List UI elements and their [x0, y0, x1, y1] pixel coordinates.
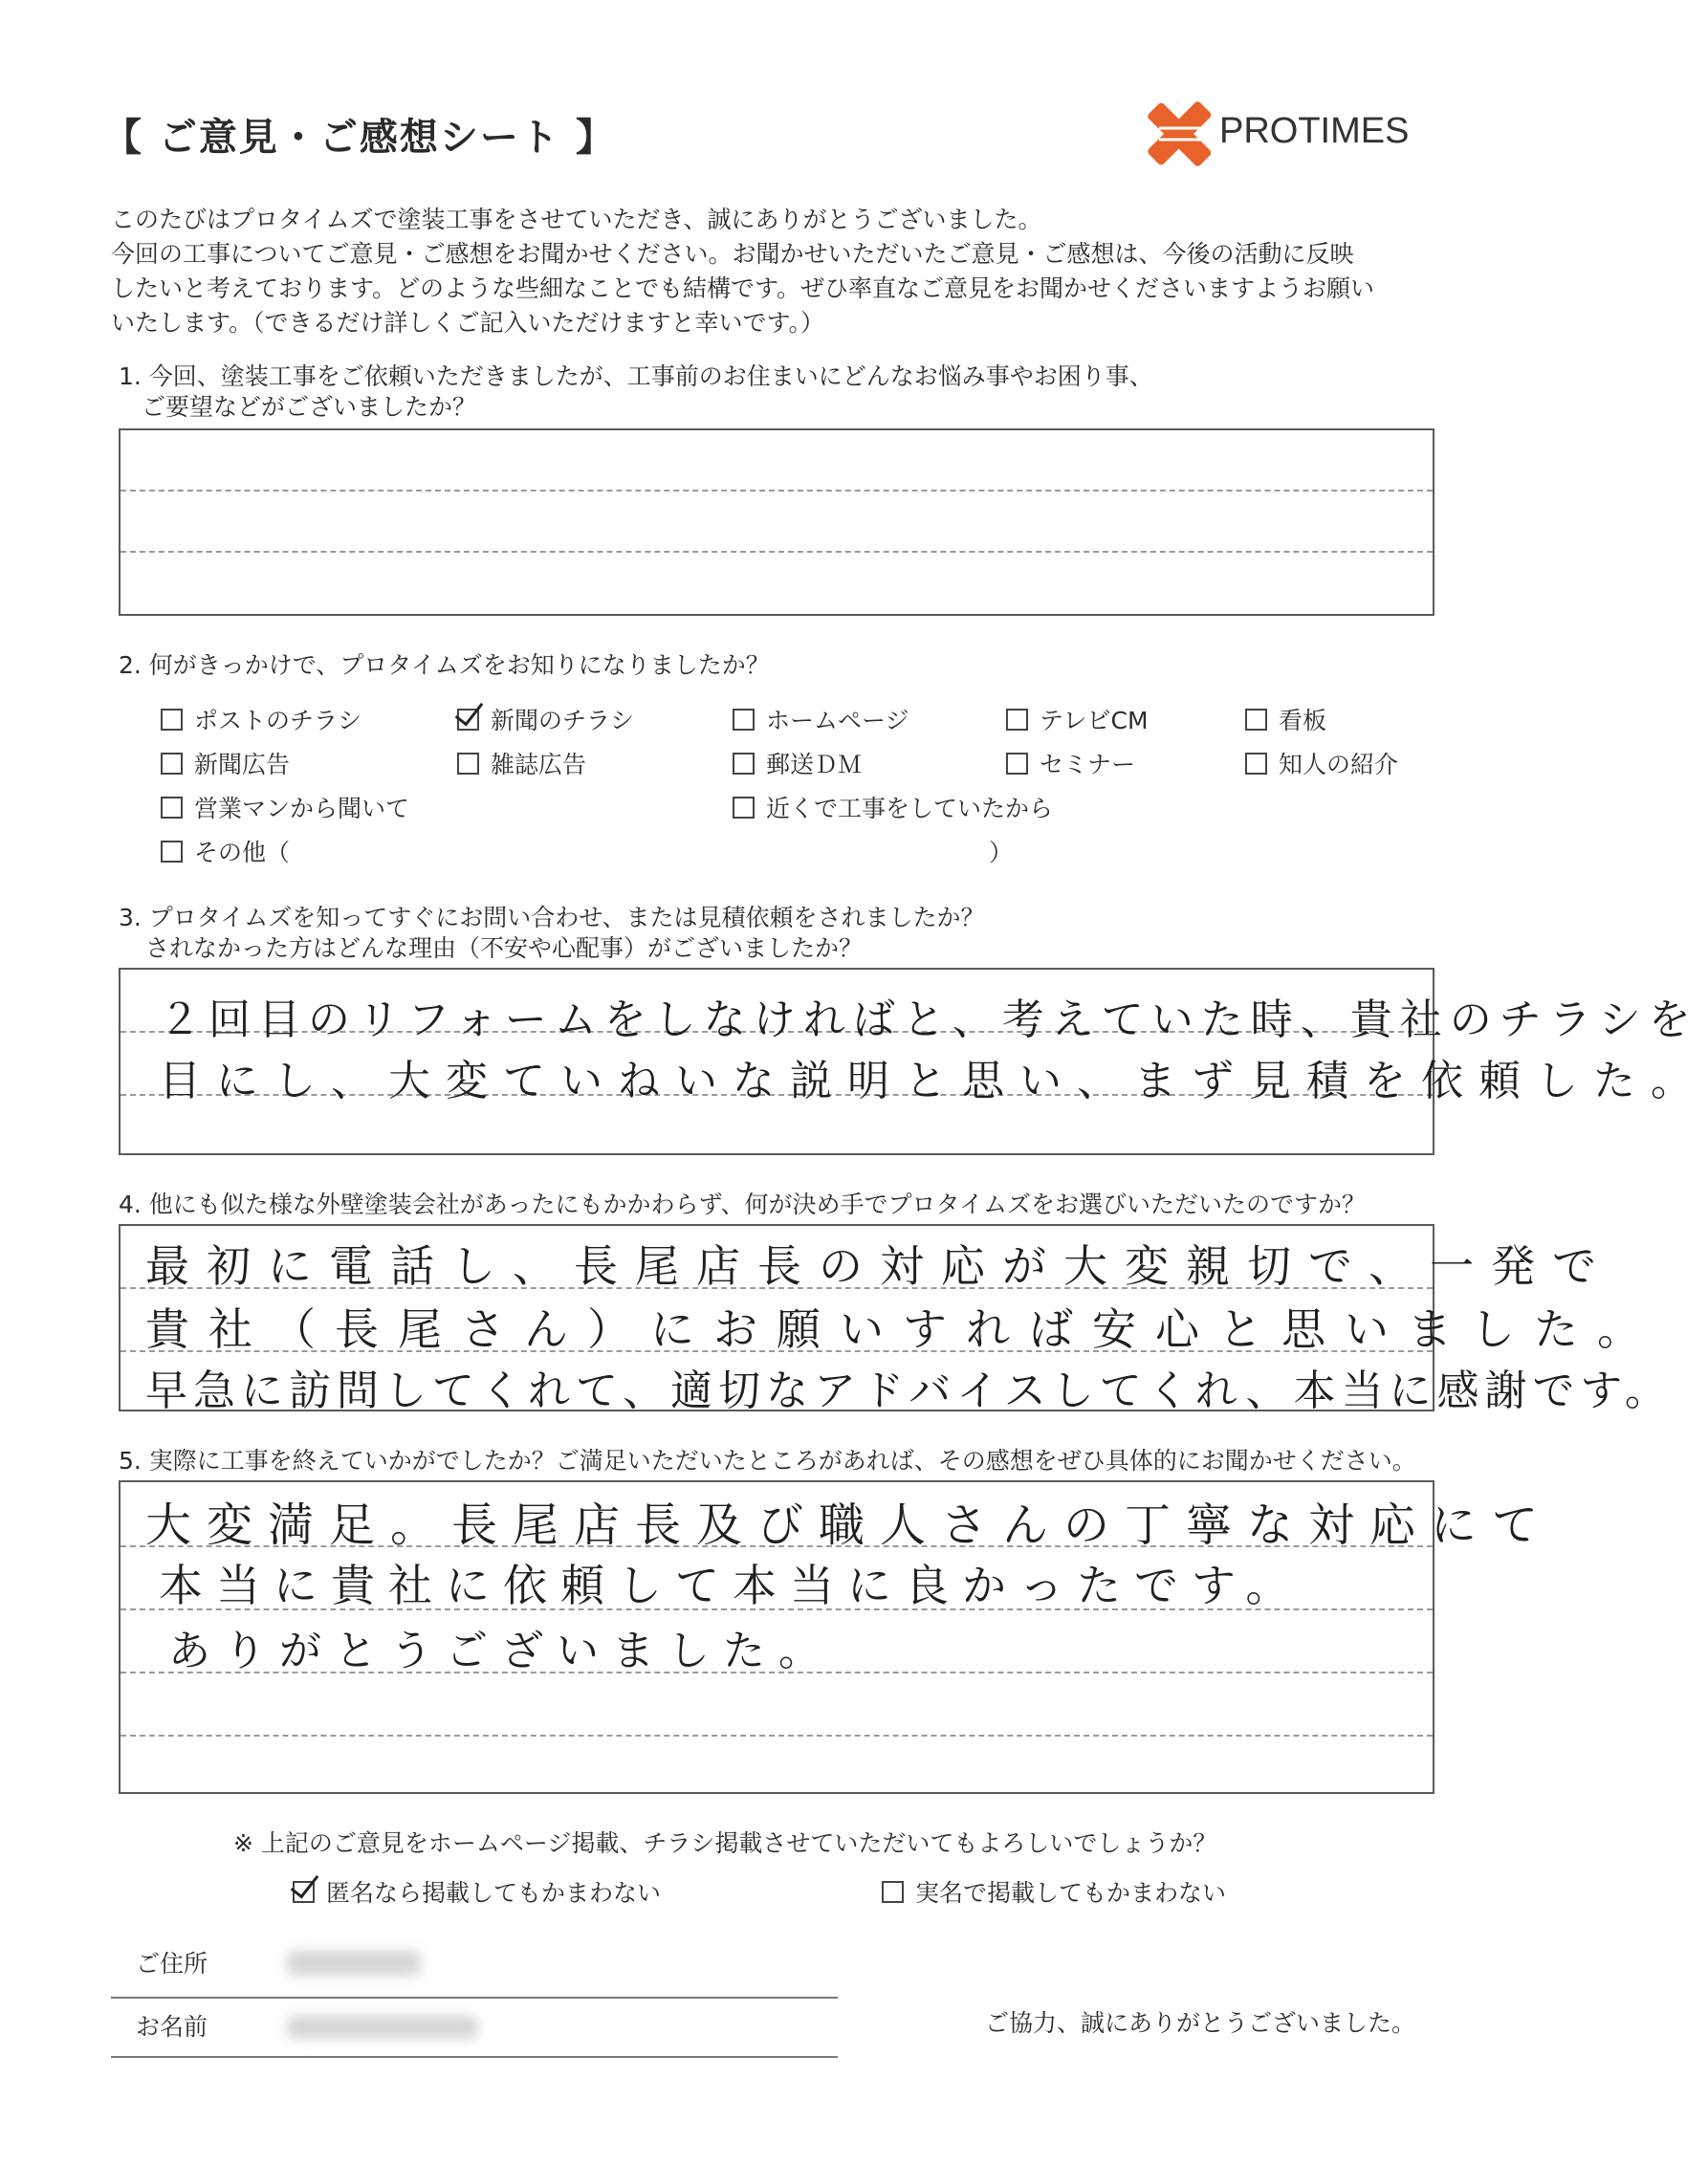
- q2-option-post-flyer[interactable]: ポストのチラシ: [161, 702, 361, 736]
- brand-name: PROTIMES: [1219, 111, 1410, 151]
- checkbox-icon: [1006, 753, 1028, 775]
- intro-line: したいと考えております。どのような些細なことでも結構です。ぜひ率直なご意見をお聞かせくださいますようお願い: [111, 274, 1375, 302]
- checkbox-icon: [457, 753, 479, 775]
- checkbox-icon: [882, 1881, 904, 1903]
- thanks-text: ご協力、誠にありがとうございました。: [985, 2009, 1416, 2037]
- q2-option-nearby-work[interactable]: 近くで工事をしていたから: [733, 790, 1053, 824]
- q1-question-line2: ご要望などがございましたか？: [142, 393, 477, 421]
- q3-handwritten-line: 目にし、大変ていねいな説明と思い、まず見積を依頼した。: [159, 1057, 1708, 1105]
- name-label: お名前: [136, 2013, 208, 2041]
- q2-option-signboard[interactable]: 看板: [1245, 702, 1326, 736]
- checkbox-icon: [733, 709, 755, 731]
- address-underline: [111, 1997, 838, 1999]
- checkbox-icon: [161, 753, 183, 775]
- checkbox-icon: [1245, 753, 1267, 775]
- q5-question: 5. 実際に工事を終えていかがでしたか？ご満足いただいたところがあれば、その感想をぜひ具体的にお聞かせください。: [119, 1447, 1416, 1475]
- intro-text: [111, 203, 1450, 340]
- q5-answer-box[interactable]: [119, 1480, 1554, 1794]
- q2-option-other[interactable]: その他（: [161, 834, 290, 868]
- q3-handwritten-line: ２回目のリフォームをしなければと、考えていた時、貴社のチラシを: [159, 995, 1698, 1044]
- checkbox-icon: [733, 753, 755, 775]
- consent-option-real-name[interactable]: 実名で掲載してもかまわない: [882, 1874, 1226, 1909]
- q2-other-close-paren: ）: [989, 839, 1014, 866]
- checkbox-icon: [161, 709, 183, 731]
- q2-option-magazine-ad[interactable]: 雑誌広告: [457, 746, 586, 780]
- q3-question-line2: されなかった方はどんな理由（不安や心配事）がございましたか？: [145, 934, 864, 962]
- q4-question: 4. 他にも似た様な外壁塗装会社があったにもかかわらず、何が決め手でプロタイムズをお選びいただいたのですか？: [119, 1191, 1367, 1218]
- q4-handwritten-line: 早急に訪問してくれて、適切なアドバイスしてくれ、本当に感謝です。: [145, 1367, 1673, 1415]
- intro-line: このたびはプロタイムズで塗装工事をさせていただき、誠にありがとうございました。: [111, 206, 1042, 233]
- q5-handwritten-line: 大変満足。長尾店長及び職人さんの丁寧な対応にて: [145, 1498, 1554, 1552]
- q2-option-newspaper-flyer[interactable]: 新聞のチラシ: [457, 702, 634, 736]
- intro-line: いたします。（できるだけ詳しくご記入いただけますと幸いです。）: [111, 309, 825, 337]
- q1-answer-box[interactable]: [119, 428, 1434, 616]
- q2-option-homepage[interactable]: ホームページ: [733, 702, 909, 736]
- q4-handwritten-line: 最初に電話し、長尾店長の対応が大変親切で、一発で: [145, 1240, 1614, 1292]
- q4-handwritten-line: 貴社（長尾さん）にお願いすれば安心と思いました。: [145, 1303, 1660, 1355]
- q2-option-referral[interactable]: 知人の紹介: [1245, 746, 1398, 780]
- checkbox-checked-icon: [293, 1881, 315, 1903]
- checkbox-icon: [161, 797, 183, 819]
- q2-option-direct-mail[interactable]: 郵送ＤＭ: [733, 746, 862, 780]
- address-label: ご住所: [136, 1950, 208, 1978]
- q2-option-seminar[interactable]: セミナー: [1006, 746, 1135, 780]
- q2-question: 2. 何がきっかけで、プロタイムズをお知りになりましたか？: [119, 651, 770, 679]
- protimes-logo-icon: [1140, 94, 1220, 174]
- name-redacted: [287, 2016, 478, 2039]
- intro-line: 今回の工事についてご意見・ご感想をお聞かせください。お聞かせいただいたご意見・ご感想は、今後の活動に反映: [111, 240, 1354, 268]
- q2-option-newspaper-ad[interactable]: 新聞広告: [161, 746, 290, 780]
- q2-option-salesperson[interactable]: 営業マンから聞いて: [161, 790, 409, 824]
- name-underline: [111, 2056, 838, 2058]
- q2-option-tv-cm[interactable]: テレビCM: [1006, 702, 1149, 736]
- consent-option-anonymous[interactable]: 匿名なら掲載してもかまわない: [293, 1874, 661, 1909]
- q3-answer-box[interactable]: [119, 968, 1708, 1155]
- q4-answer-box[interactable]: [119, 1224, 1673, 1415]
- q5-handwritten-line: 本当に貴社に依頼して本当に良かったです。: [159, 1560, 1303, 1611]
- checkbox-icon: [161, 841, 183, 863]
- consent-question: ※ 上記のご意見をホームページ掲載、チラシ掲載させていただいてもよろしいでしょうか？: [233, 1829, 1217, 1857]
- q1-question-line1: 1. 今回、塗装工事をご依頼いただきましたが、工事前のお住まいにどんなお悩み事やお困り事、: [119, 362, 1153, 390]
- checkbox-icon: [733, 797, 755, 819]
- address-redacted: [287, 1951, 421, 1976]
- checkbox-icon: [1006, 709, 1028, 731]
- q5-handwritten-line: ありがとうございました。: [168, 1627, 834, 1675]
- q3-question-line1: 3. プロタイムズを知ってすぐにお問い合わせ、または見積依頼をされましたか？: [119, 904, 985, 931]
- checkbox-checked-icon: [457, 709, 479, 731]
- page-title: 【 ご意見・ご感想シート 】: [103, 116, 616, 160]
- checkbox-icon: [1245, 709, 1267, 731]
